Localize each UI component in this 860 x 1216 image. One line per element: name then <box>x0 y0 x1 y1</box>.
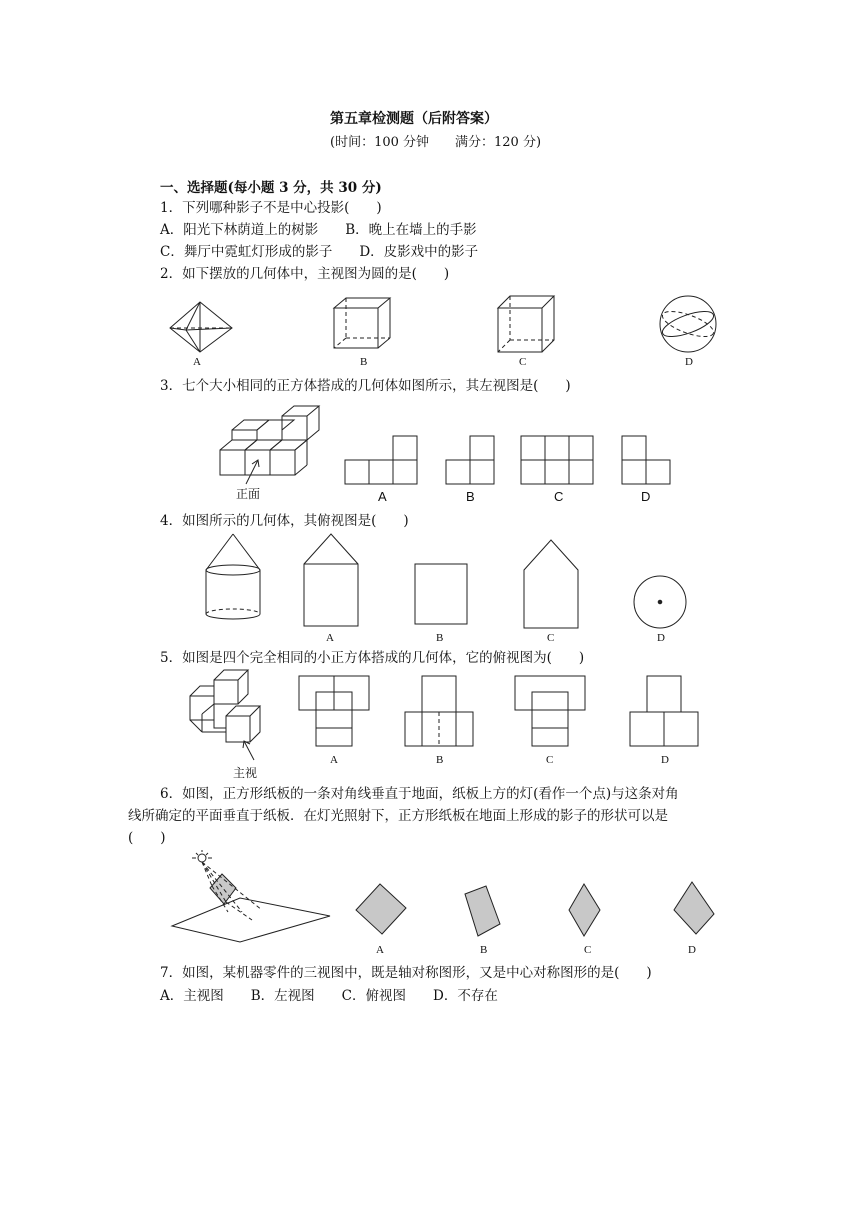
q3-option-a <box>344 436 420 486</box>
section-heading: 一、选择题(每小题 3 分，共 30 分) <box>160 180 382 196</box>
q3-stem: 3．七个大小相同的正方体搭成的几何体如图所示，其左视图是( ) <box>160 378 571 394</box>
q5-label-b: B <box>436 754 444 766</box>
q2-figure-c-cube <box>496 294 558 354</box>
q5-label-d: D <box>661 754 669 766</box>
q6-label-d: D <box>688 944 696 956</box>
q3-option-b <box>445 436 497 486</box>
q3-label-d: D <box>641 489 651 504</box>
q6-stem-line2: 线所确定的平面垂直于纸板．在灯光照射下，正方形纸板在地面上形成的影子的形状可以是 <box>128 808 668 824</box>
q2-figure-b-prism <box>332 296 392 352</box>
q7-stem: 7．如图，某机器零件的三视图中，既是轴对称图形，又是中心对称图形的是( ) <box>160 965 652 981</box>
q5-option-c <box>514 675 588 749</box>
q5-label-c: C <box>546 754 554 766</box>
q4-option-b <box>414 563 470 627</box>
q3-label-a: A <box>378 489 387 504</box>
q1-options-cd: C．舞厅中霓虹灯形成的影子 D．皮影戏中的影子 <box>160 244 479 260</box>
q4-option-c <box>523 538 583 630</box>
page-title: 第五章检测题（后附答案） <box>330 111 498 127</box>
q5-front-label: 主视 <box>233 766 258 780</box>
q2-label-a: A <box>193 356 201 368</box>
q4-option-a <box>303 532 363 628</box>
q3-front-arrow <box>240 456 270 486</box>
q4-stem: 4．如图所示的几何体，其俯视图是( ) <box>160 513 409 529</box>
q2-stem: 2．如下摆放的几何体中，主视图为圆的是( ) <box>160 266 450 282</box>
q5-figure-solid <box>188 668 268 748</box>
q6-label-b: B <box>480 944 488 956</box>
q2-figure-d-sphere <box>658 294 720 354</box>
q6-stem-line1: 6．如图，正方形纸板的一条对角线垂直于地面，纸板上方的灯(看作一个点)与这条对角 <box>160 786 679 802</box>
q5-option-d <box>629 675 701 749</box>
q6-figure-lamp <box>170 850 334 950</box>
q4-label-b: B <box>436 632 444 644</box>
q6-label-c: C <box>584 944 592 956</box>
q7-options: A．主视图 B．左视图 C．俯视图 D．不存在 <box>160 988 498 1004</box>
q4-figure-solid <box>202 532 266 628</box>
q1-options-ab: A．阳光下林荫道上的树影 B．晚上在墙上的手影 <box>160 222 477 238</box>
time-info: (时间：100 分钟 满分：120 分) <box>330 135 542 150</box>
q5-stem: 5．如图是四个完全相同的小正方体搭成的几何体，它的俯视图为( ) <box>160 650 585 666</box>
q6-option-c <box>568 882 604 938</box>
q6-option-b <box>464 884 504 940</box>
q5-front-arrow <box>236 738 262 764</box>
q2-label-c: C <box>519 356 527 368</box>
q3-label-c: C <box>554 489 564 504</box>
q5-label-a: A <box>330 754 338 766</box>
q6-option-d <box>672 880 718 936</box>
q3-label-b: B <box>466 489 475 504</box>
q4-label-c: C <box>547 632 555 644</box>
q1-stem: 1．下列哪种影子不是中心投影( ) <box>160 200 382 216</box>
q5-option-b <box>404 675 476 749</box>
q2-figure-a-octahedron <box>168 300 238 360</box>
q6-option-a <box>354 882 410 938</box>
q3-front-label: 正面 <box>236 487 261 501</box>
q6-stem-line3: ( ) <box>128 830 166 846</box>
q3-option-c <box>520 436 596 486</box>
q4-option-d <box>633 576 689 632</box>
q4-label-d: D <box>657 632 665 644</box>
q2-label-b: B <box>360 356 368 368</box>
q6-label-a: A <box>376 944 384 956</box>
q5-option-a <box>298 675 372 749</box>
q2-label-d: D <box>685 356 693 368</box>
q4-label-a: A <box>326 632 334 644</box>
q3-option-d <box>621 436 673 486</box>
